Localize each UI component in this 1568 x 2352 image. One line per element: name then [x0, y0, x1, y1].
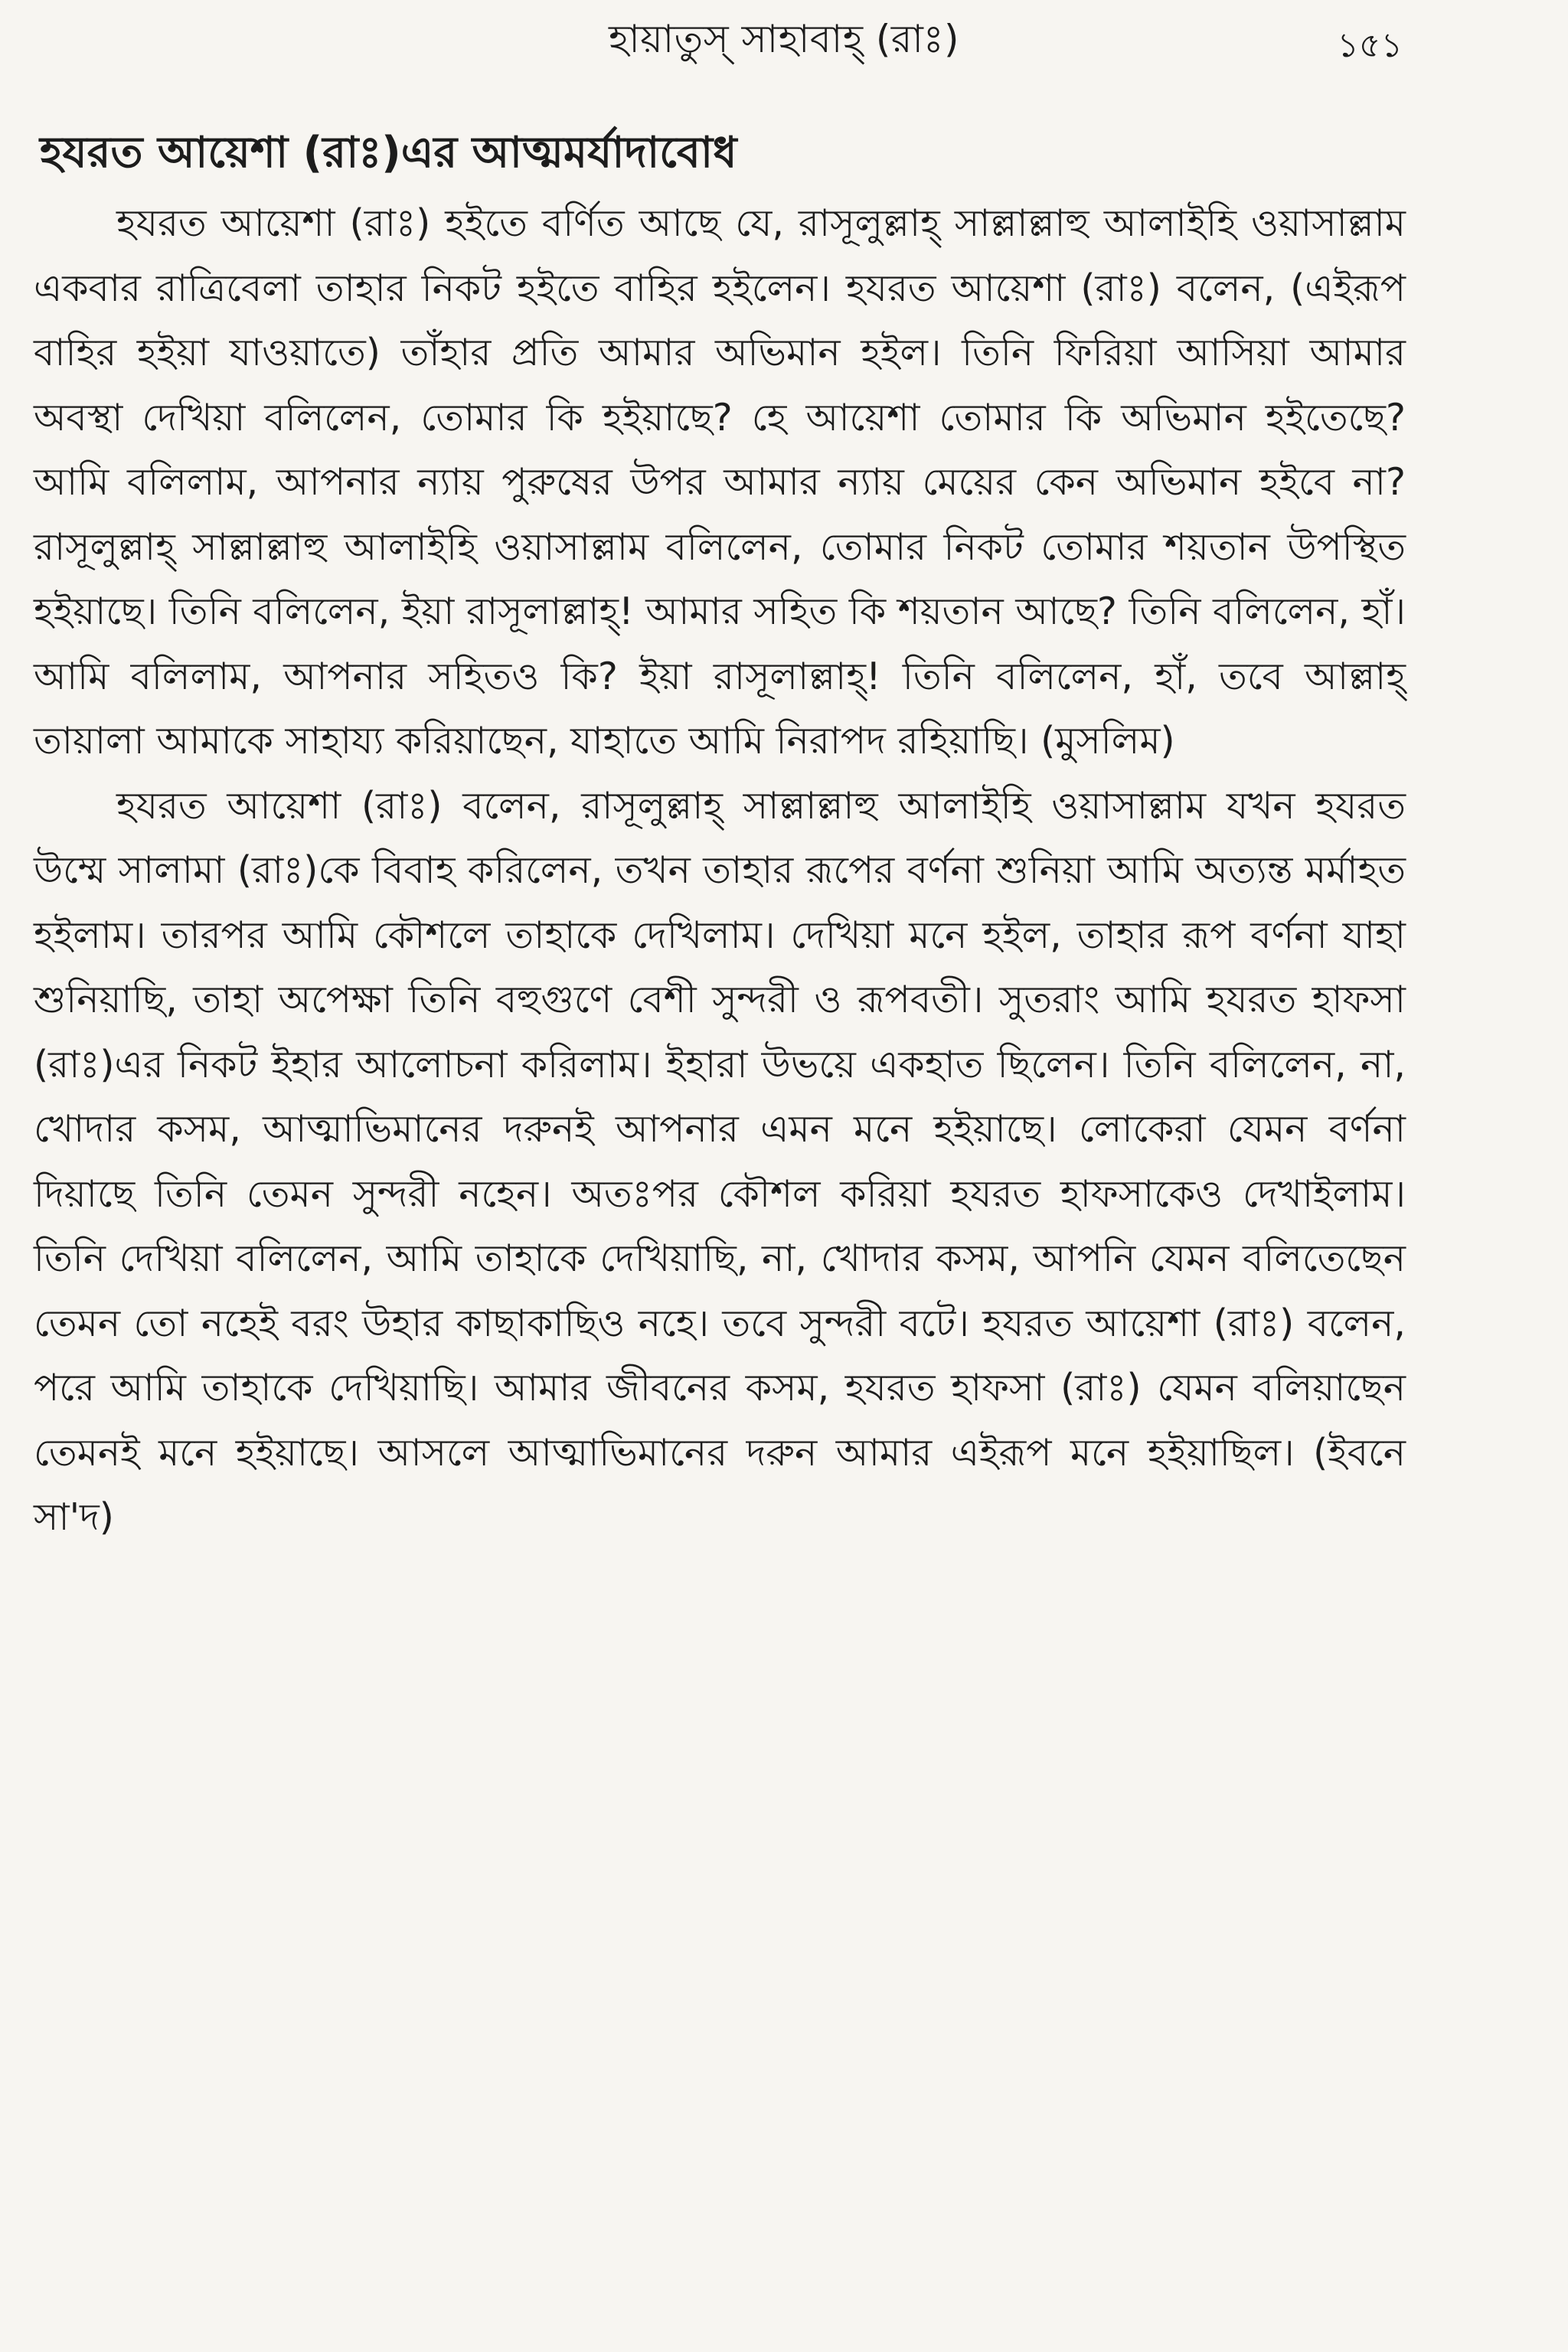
- section-heading: হযরত আয়েশা (রাঃ)এর আত্মমর্যাদাবোধ: [40, 128, 737, 178]
- page-number: ১৫১: [1337, 26, 1403, 65]
- body-text: [34, 191, 1406, 1550]
- running-header: [0, 8, 1568, 77]
- running-header-title: হায়াতুস্ সাহাবাহ্ (রাঃ): [608, 17, 960, 61]
- paragraph: হযরত আয়েশা (রাঃ) বলেন, রাসূলুল্লাহ্ সাল্লাল্লাহু আলাইহি ওয়াসাল্লাম যখন হযরত উম্মে সালামা (রাঃ)কে বিবাহ করিলেন, তখন তাহার রূপের বর্ণনা শুনিয়া আমি অত্যন্ত মর্মাহত হইলাম। তারপর আমি কৌশলে তাহাকে দেখিলাম। দেখিয়া মনে হইল, তাহার রূপ বর্ণনা যাহা শুনিয়াছি, তাহা অপেক্ষা তিনি বহুগুণে বেশী সুন্দরী ও রূপবতী। সুতরাং আমি হযরত হাফসা (রাঃ)এর নিকট ইহার আলোচনা করিলাম। ইহারা উভয়ে একহাত ছিলেন। তিনি বলিলেন, না, খোদার কসম, আত্মাভিমানের দরুনই আপনার এমন মনে হইয়াছে। লোকেরা যেমন বর্ণনা দিয়াছে তিনি তেমন সুন্দরী নহেন। অতঃপর কৌশল করিয়া হযরত হাফসাকেও দেখাইলাম। তিনি দেখিয়া বলিলেন, আমি তাহাকে দেখিয়াছি, না, খোদার কসম, আপনি যেমন বলিতেছেন তেমন তো নহেই বরং উহার কাছাকাছিও নহে। তবে সুন্দরী বটে। হযরত আয়েশা (রাঃ) বলেন, পরে আমি তাহাকে দেখিয়াছি। আমার জীবনের কসম, হযরত হাফসা (রাঃ) যেমন বলিয়াছেন তেমনই মনে হইয়াছে। আসলে আত্মাভিমানের দরুন আমার এইরূপ মনে হইয়াছিল। (ইবনে সা'দ): [34, 783, 1406, 1539]
- paragraph: হযরত আয়েশা (রাঃ) হইতে বর্ণিত আছে যে, রাসূলুল্লাহ্ সাল্লাল্লাহু আলাইহি ওয়াসাল্লাম একবার রাত্রিবেলা তাহার নিকট হইতে বাহির হইলেন। হযরত আয়েশা (রাঃ) বলেন, (এইরূপ বাহির হইয়া যাওয়াতে) তাঁহার প্রতি আমার অভিমান হইল। তিনি ফিরিয়া আসিয়া আমার অবস্থা দেখিয়া বলিলেন, তোমার কি হইয়াছে? হে আয়েশা তোমার কি অভিমান হইতেছে? আমি বলিলাম, আপনার ন্যায় পুরুষের উপর আমার ন্যায় মেয়ের কেন অভিমান হইবে না? রাসূলুল্লাহ্ সাল্লাল্লাহু আলাইহি ওয়াসাল্লাম বলিলেন, তোমার নিকট তোমার শয়তান উপস্থিত হইয়াছে। তিনি বলিলেন, ইয়া রাসূলাল্লাহ্! আমার সহিত কি শয়তান আছে? তিনি বলিলেন, হাঁ। আমি বলিলাম, আপনার সহিতও কি? ইয়া রাসূলাল্লাহ্! তিনি বলিলেন, হাঁ, তবে আল্লাহ্ তায়ালা আমাকে সাহায্য করিয়াছেন, যাহাতে আমি নিরাপদ রহিয়াছি। (মুসলিম): [34, 201, 1406, 763]
